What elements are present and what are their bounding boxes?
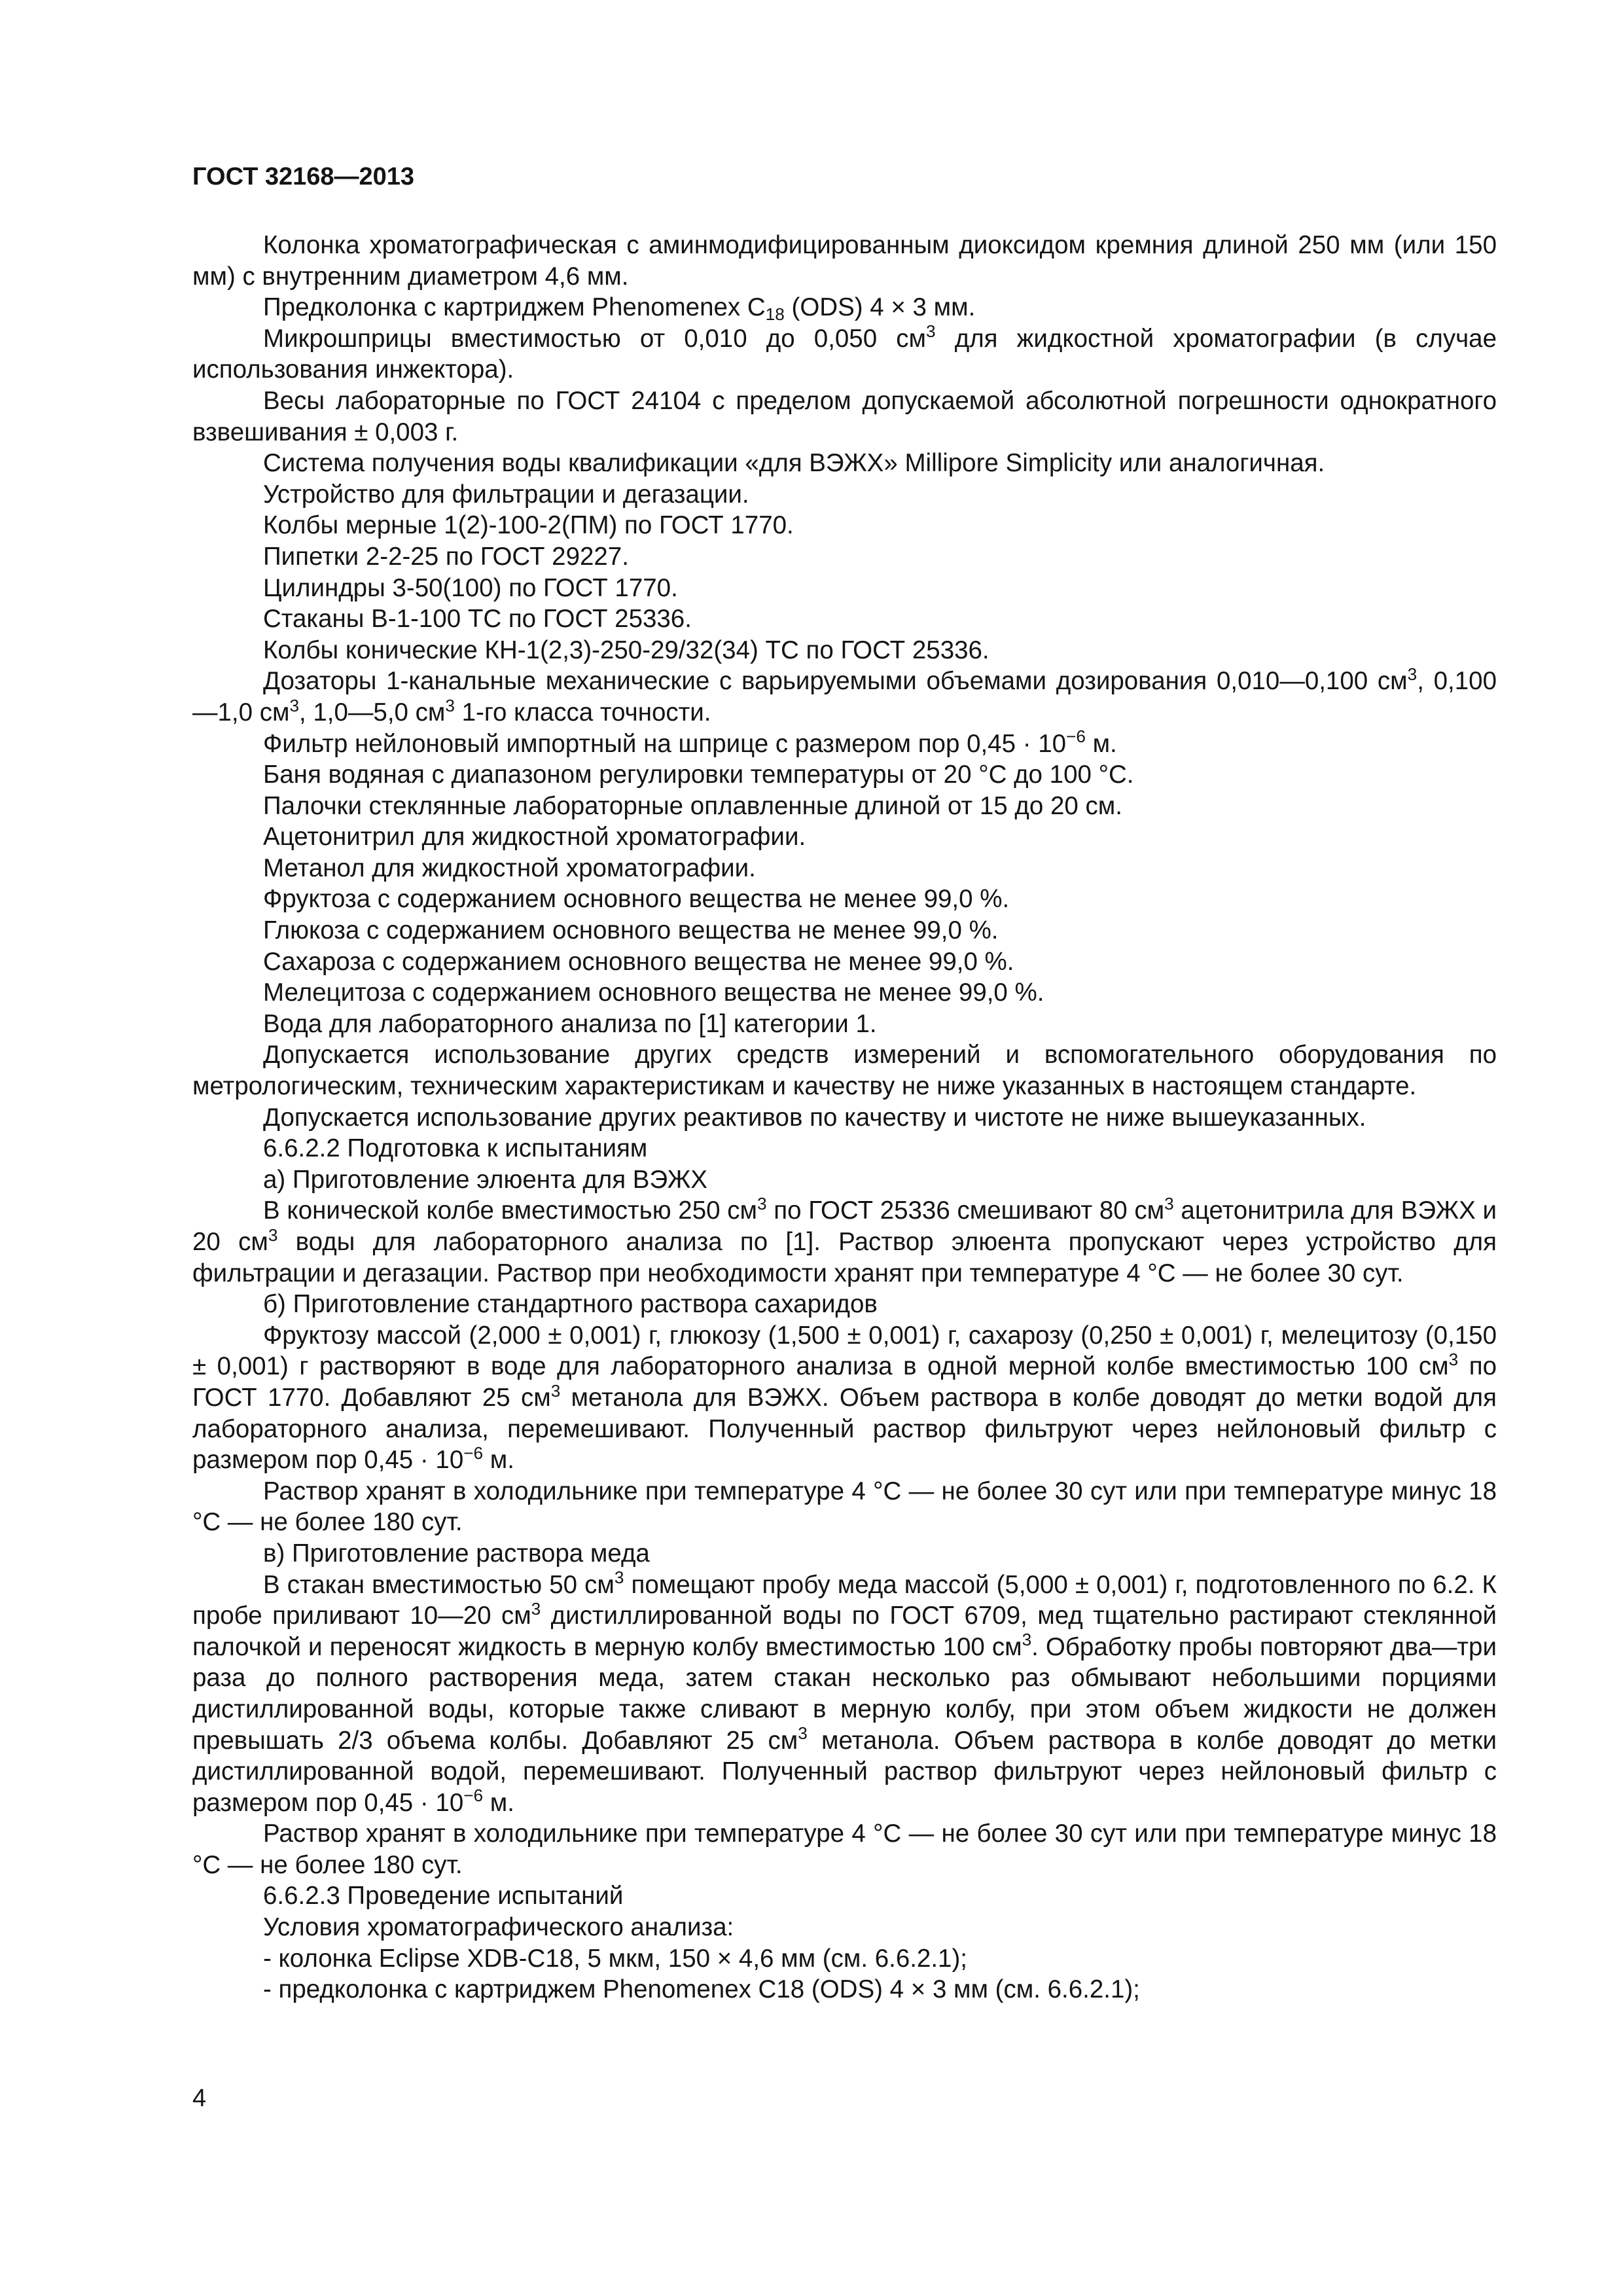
paragraph — [192, 821, 1497, 853]
text-run: Фруктоза с содержанием основного вещества не менее 99,0 %. — [263, 885, 1010, 914]
paragraph — [192, 1818, 1497, 1880]
text-run: Стаканы В-1-100 ТС по ГОСТ 25336. — [263, 605, 692, 634]
text-run: Сахароза с содержанием основного вещества не менее 99,0 %. — [263, 947, 1014, 976]
paragraph — [192, 1943, 1497, 1975]
text-run: ацетонитрила для ВЭЖХ и 20 см — [192, 1196, 1497, 1256]
text-run: метанола. Объем раствора в колбе доводят до метки дистиллированной водой, перемешивают. Полученный раствор фильтруют через нейлоновый фильтр с размером пор 0,45 · 10 — [192, 1726, 1497, 1817]
standard-header: ГОСТ 32168—2013 — [192, 163, 415, 190]
paragraph — [192, 1570, 1497, 1819]
text-run: , 0,100—1,0 см — [192, 667, 1497, 726]
text-run: Раствор хранят в холодильнике при температуре 4 °С — не более 30 сут или при температуре минус 18 °С — не более 180 сут. — [192, 1820, 1497, 1879]
superscript: 3 — [1022, 1630, 1032, 1650]
paragraph — [192, 1476, 1497, 1538]
superscript: 3 — [757, 1194, 767, 1214]
text-run: Пипетки 2-2-25 по ГОСТ 29227. — [263, 542, 629, 571]
text-run: - предколонка с картриджем Phenomenex C18 (ODS) 4 × 3 мм (см. 6.6.2.1); — [263, 1975, 1140, 2004]
text-run: Колонка хроматографическая с аминмодифицированным диоксидом кремния длиной 250 мм (или 150 мм) с внутренним диаметром 4,6 мм. — [192, 231, 1497, 291]
text-run: Весы лабораторные по ГОСТ 24104 с пределом допускаемой абсолютной погрешности однократного взвешивания ± 0,003 г. — [192, 386, 1497, 446]
text-run: по ГОСТ 25336 смешивают 80 см — [766, 1196, 1165, 1225]
text-run: Фруктозу массой (2,000 ± 0,001) г, глюкозу (1,500 ± 0,001) г, сахарозу (0,250 ± 0,001) г, мелецитозу (0,150 ± 0,001) г растворяют в воде для лабораторного анализа в одной мерной колбе вместимостью 100 см — [192, 1321, 1497, 1381]
text-run: метанола для ВЭЖХ. Объем раствора в колбе доводят до метки водой для лабораторного анализа, перемешивают. Полученный раствор фильтруют через нейлоновый фильтр с размером пор 0,45 · 10 — [192, 1383, 1497, 1475]
text-run: м. — [483, 1788, 514, 1817]
paragraph — [192, 1164, 1497, 1196]
paragraph — [192, 1538, 1497, 1570]
superscript: −6 — [463, 1785, 484, 1806]
superscript: 3 — [445, 695, 455, 715]
superscript: 3 — [1448, 1349, 1459, 1369]
text-run: Фильтр нейлоновый импортный на шприце с размером пор 0,45 · 10 — [263, 729, 1067, 758]
superscript: 3 — [798, 1723, 808, 1744]
text-run: Цилиндры 3-50(100) по ГОСТ 1770. — [263, 573, 678, 602]
text-run: Условия хроматографического анализа: — [263, 1913, 734, 1942]
text-run: . Обработку пробы повторяют два—три раза до полного растворения меда, затем стакан несколько раз обмывают небольшими порциями дистиллированной воды, которые также сливают в мерную колбу, при этом объем жидкости не должен превышать 2/3 объема колбы. Добавляют 25 см — [192, 1632, 1497, 1755]
paragraph — [192, 977, 1497, 1009]
page-number: 4 — [192, 2085, 207, 2112]
superscript: 3 — [926, 321, 936, 342]
paragraph — [192, 323, 1497, 386]
text-run: Допускается использование других средств измерений и вспомогательного оборудования по метрологическим, техническим характеристикам и качеству не ниже указанных в настоящем стандарте. — [192, 1041, 1497, 1101]
text-run: дистиллированной воды по ГОСТ 6709, мед тщательно растирают стеклянной палочкой и переносят жидкость в мерную колбу вместимостью 100 см — [192, 1602, 1497, 1661]
text-run: Глюкоза с содержанием основного вещества не менее 99,0 %. — [263, 916, 999, 945]
paragraph — [192, 853, 1497, 884]
paragraph — [192, 479, 1497, 511]
text-run: воды для лабораторного анализа по [1]. Раствор элюента пропускают через устройство для фильтрации и дегазации. Раствор при необходимости хранят при температуре 4 °С — не более 30 сут. — [192, 1228, 1497, 1287]
text-run: , 1,0—5,0 см — [299, 698, 446, 726]
text-run: для жидкостной хроматографии (в случае использования инжектора). — [192, 324, 1497, 384]
superscript: 3 — [268, 1225, 278, 1245]
superscript: 3 — [289, 695, 299, 715]
text-run: Вода для лабораторного анализа по [1] категории 1. — [263, 1009, 877, 1038]
paragraph — [192, 728, 1497, 760]
text-run: Метанол для жидкостной хроматографии. — [263, 853, 756, 882]
paragraph — [192, 1039, 1497, 1102]
paragraph — [192, 230, 1497, 292]
text-run: Система получения воды квалификации «для ВЭЖХ» Millipore Simplicity или аналогичная. — [263, 449, 1325, 478]
text-run: - колонка Eclipse XDB-C18, 5 мкм, 150 × 4,6 мм (см. 6.6.2.1); — [263, 1944, 967, 1973]
text-run: м. — [483, 1446, 514, 1475]
paragraph — [192, 759, 1497, 791]
paragraph — [192, 1912, 1497, 1943]
paragraph — [192, 573, 1497, 604]
paragraph — [192, 884, 1497, 915]
superscript: −6 — [463, 1443, 484, 1463]
paragraph — [192, 1195, 1497, 1289]
document-body — [192, 230, 1497, 2005]
text-run: Предколонка с картриджем Phenomenex C — [263, 293, 766, 322]
paragraph — [192, 603, 1497, 635]
superscript: 3 — [1407, 664, 1418, 684]
text-run: 6.6.2.3 Проведение испытаний — [263, 1882, 624, 1910]
paragraph — [192, 1880, 1497, 1912]
text-run: Колбы конические КН-1(2,3)-250-29/32(34) ТС по ГОСТ 25336. — [263, 636, 990, 664]
superscript: 3 — [550, 1380, 561, 1401]
superscript: −6 — [1066, 726, 1086, 747]
paragraph — [192, 915, 1497, 946]
text-run: по ГОСТ 1770. Добавляют 25 см — [192, 1352, 1497, 1412]
text-run: а) Приготовление элюента для ВЭЖХ — [263, 1165, 707, 1194]
paragraph — [192, 448, 1497, 479]
text-run: 6.6.2.2 Подготовка к испытаниям — [263, 1134, 648, 1163]
superscript: 3 — [614, 1568, 624, 1588]
paragraph — [192, 510, 1497, 541]
text-run: помещают пробу меда массой (5,000 ± 0,001) г, подготовленного по 6.2. К пробе приливают 10—20 см — [192, 1570, 1497, 1630]
paragraph — [192, 541, 1497, 573]
paragraph — [192, 292, 1497, 323]
paragraph — [192, 946, 1497, 978]
text-run: (ODS) 4 × 3 мм. — [784, 293, 976, 322]
text-run: м. — [1085, 729, 1117, 758]
text-run: В стакан вместимостью 50 см — [263, 1570, 615, 1599]
text-run: Баня водяная с диапазоном регулировки температуры от 20 °С до 100 °С. — [263, 761, 1134, 789]
text-run: Допускается использование других реактивов по качеству и чистоте не ниже вышеуказанных. — [263, 1103, 1366, 1132]
text-run: в) Приготовление раствора меда — [263, 1539, 650, 1568]
paragraph — [192, 666, 1497, 728]
paragraph — [192, 635, 1497, 666]
text-run: б) Приготовление стандартного раствора сахаридов — [263, 1290, 878, 1319]
text-run: Палочки стеклянные лабораторные оплавленные длиной от 15 до 20 см. — [263, 791, 1122, 820]
text-run: 1-го класса точности. — [454, 698, 711, 726]
text-run: Микрошприцы вместимостью от 0,010 до 0,050 см — [263, 324, 927, 353]
paragraph — [192, 386, 1497, 448]
text-run: Колбы мерные 1(2)-100-2(ПМ) по ГОСТ 1770. — [263, 511, 794, 540]
paragraph — [192, 1133, 1497, 1164]
text-run: Мелецитоза с содержанием основного вещества не менее 99,0 %. — [263, 978, 1044, 1007]
text-run: Раствор хранят в холодильнике при температуре 4 °С — не более 30 сут или при температуре минус 18 °С — не более 180 сут. — [192, 1477, 1497, 1537]
text-run: Ацетонитрил для жидкостной хроматографии. — [263, 823, 806, 852]
superscript: 3 — [1164, 1194, 1174, 1214]
paragraph — [192, 1320, 1497, 1476]
paragraph — [192, 1974, 1497, 2005]
paragraph — [192, 1102, 1497, 1134]
paragraph — [192, 1009, 1497, 1040]
subscript: 18 — [765, 304, 785, 324]
text-run: Устройство для фильтрации и дегазации. — [263, 480, 749, 509]
text-run: Дозаторы 1-канальные механические с варьируемыми объемами дозирования 0,010—0,100 см — [263, 667, 1408, 696]
superscript: 3 — [531, 1598, 541, 1619]
paragraph — [192, 1289, 1497, 1320]
text-run: В конической колбе вместимостью 250 см — [263, 1196, 757, 1225]
paragraph — [192, 791, 1497, 822]
